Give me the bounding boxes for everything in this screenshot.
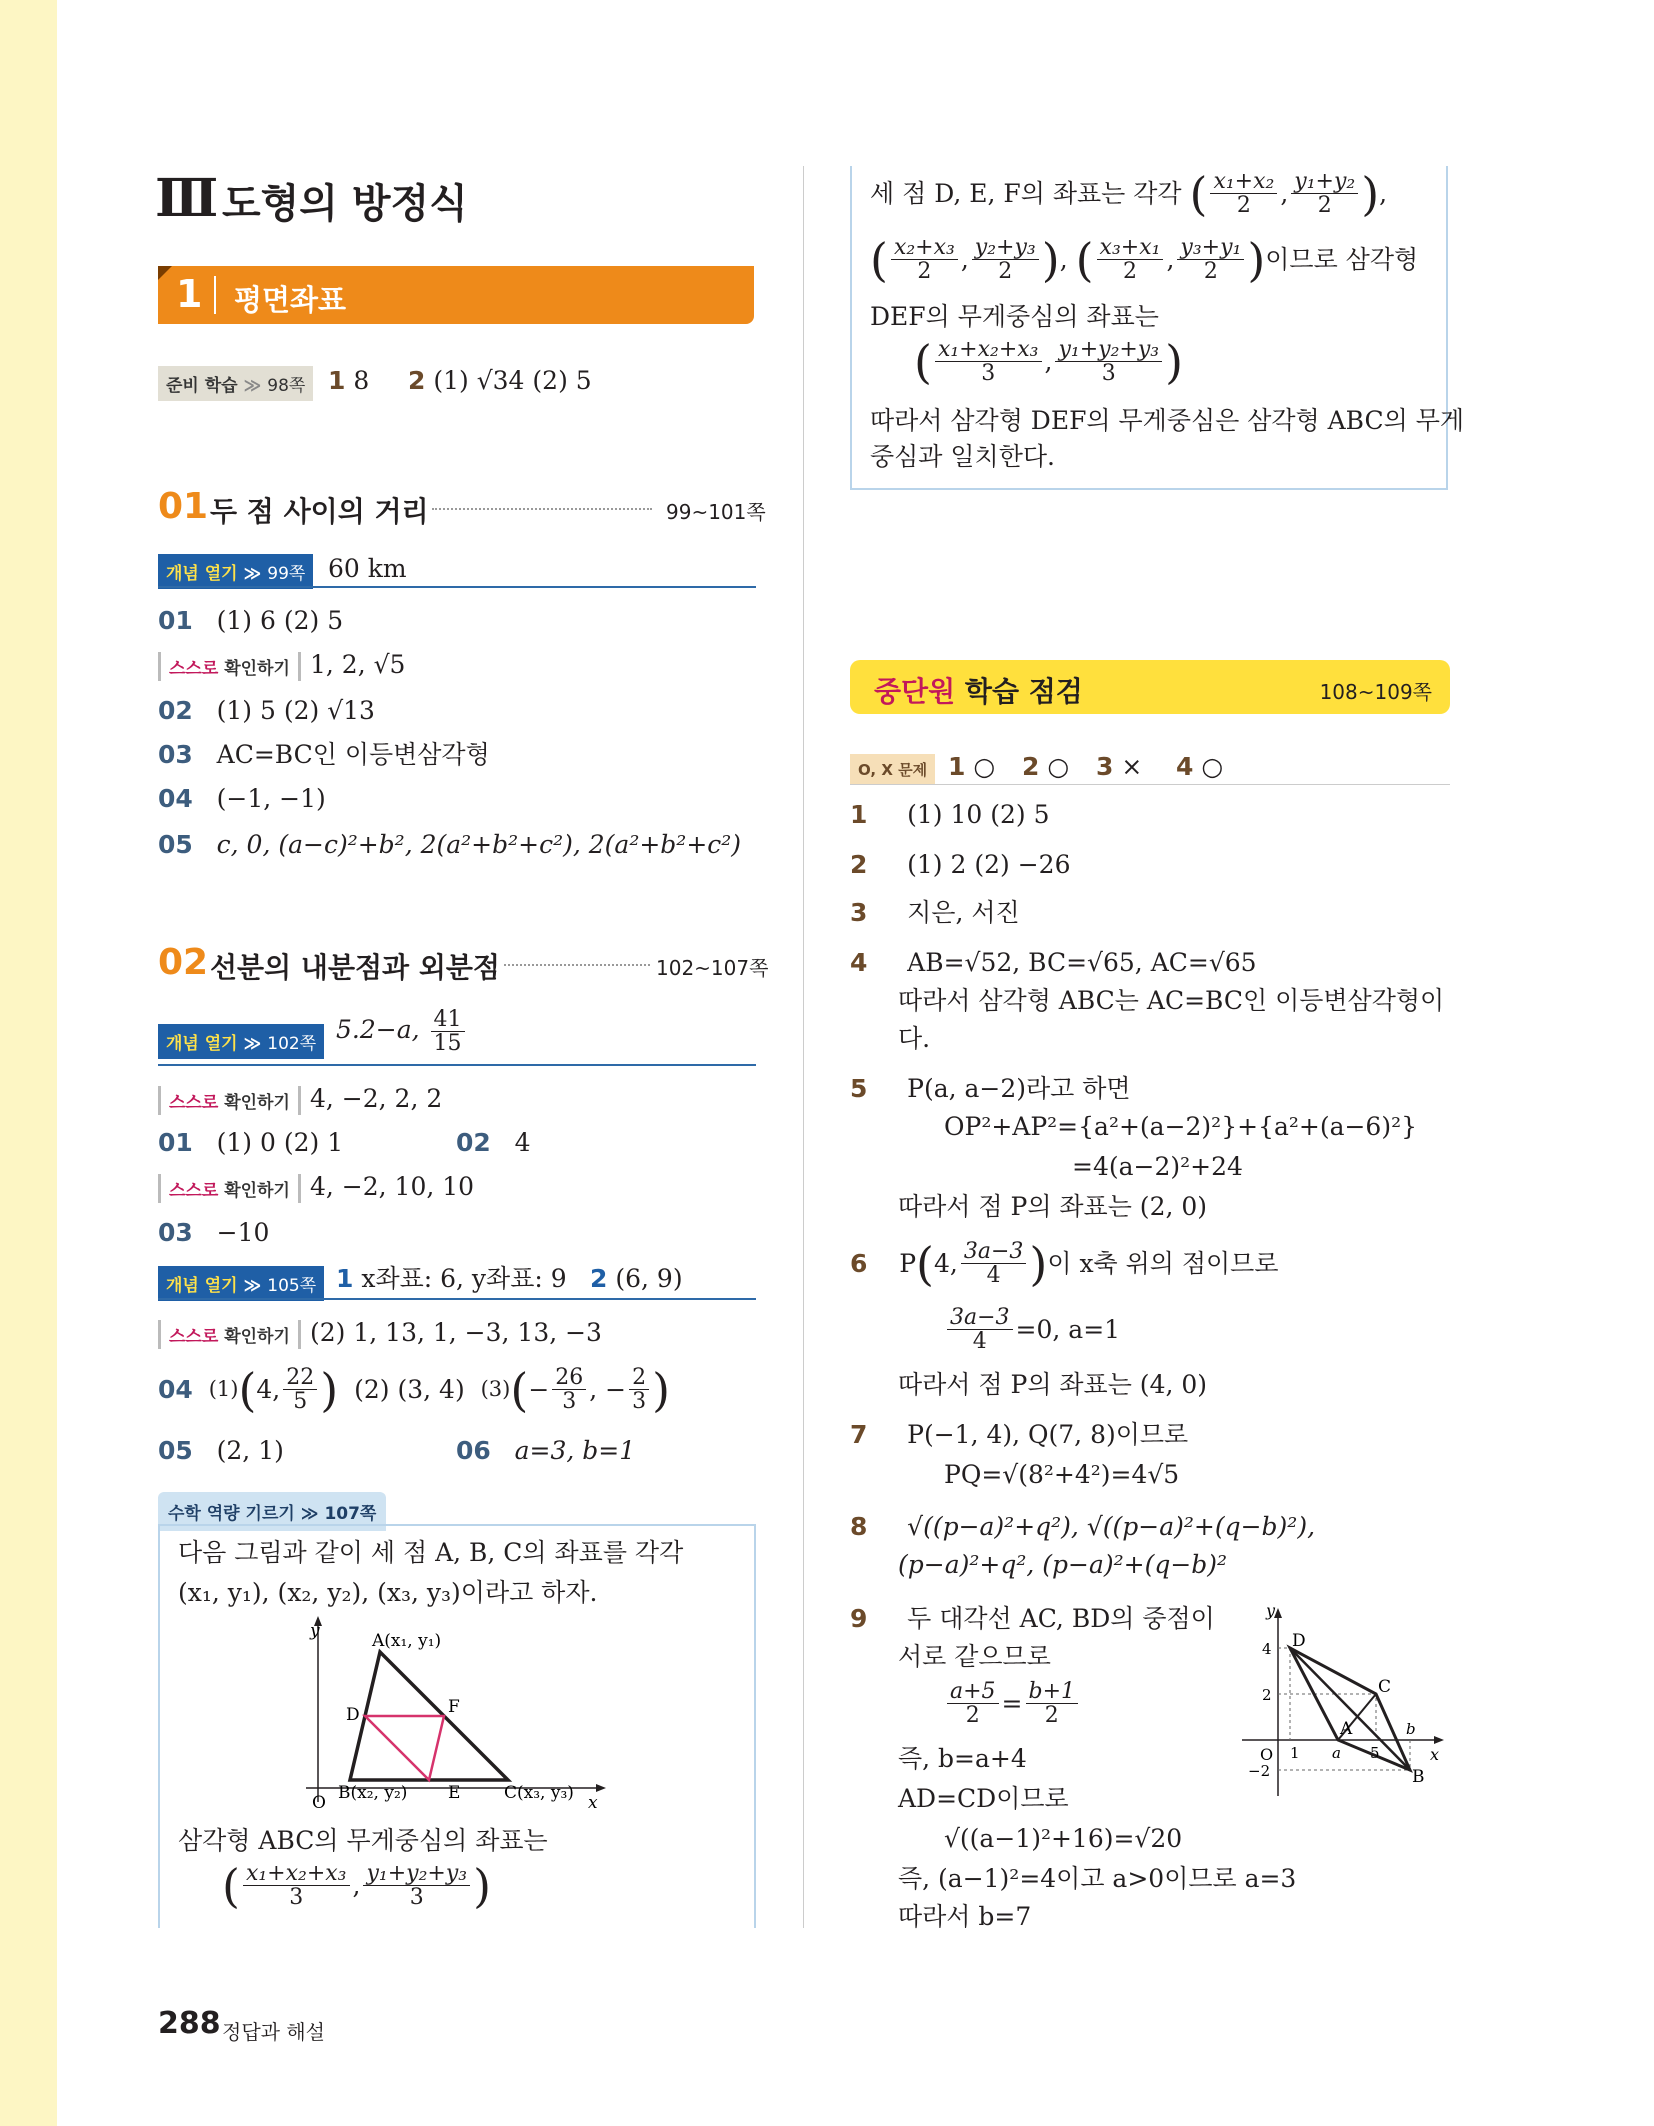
review-title-a: 중단원 xyxy=(874,675,956,708)
quadrilateral-figure xyxy=(1238,1600,1448,1800)
self-check-1-answer: 1, 2, √5 xyxy=(310,650,406,679)
r-5c: =4(a−2)²+24 xyxy=(1072,1152,1243,1181)
triangle-def xyxy=(365,1716,444,1780)
fig-label-x: x xyxy=(588,1793,598,1812)
self-check-4-answer: (2) 1, 13, 1, −3, 13, −3 xyxy=(310,1318,602,1347)
r-7b: PQ=√(8²+4²)=4√5 xyxy=(944,1460,1180,1489)
r-6c: 따라서 점 P의 좌표는 (4, 0) xyxy=(898,1370,1208,1399)
review-pages: 108~109쪽 xyxy=(1319,680,1432,704)
q-y-arrow xyxy=(1274,1608,1282,1618)
self-check-4: 스스로 확인하기 xyxy=(158,1320,301,1349)
page-number: 288 xyxy=(158,2006,221,2041)
open2-rule xyxy=(158,1064,756,1066)
s02-title: 선분의 내분점과 외분점 xyxy=(210,951,500,984)
cont-line-4: 따라서 삼각형 DEF의 무게중심은 삼각형 ABC의 무게 xyxy=(870,406,1465,435)
l2-03: 03 −10 xyxy=(158,1218,270,1247)
r-3: 3 지은, 서진 xyxy=(850,898,1020,927)
r-4: 4 AB=√52, BC=√65, AC=√65 xyxy=(850,948,1257,977)
open2-badge: 개념 열기 ≫ 102쪽 xyxy=(158,1024,324,1059)
math-text-3: 삼각형 ABC의 무게중심의 좌표는 xyxy=(178,1826,548,1855)
ox-item-4: 4 ○ xyxy=(1176,752,1224,781)
fig-label-c: C(x₃, y₃) xyxy=(504,1783,574,1803)
l1-03: 03 AC=BC인 이등변삼각형 xyxy=(158,740,490,769)
self-check-2-answer: 4, −2, 2, 2 xyxy=(310,1084,443,1113)
q-tick-2: 2 xyxy=(1262,1686,1272,1704)
r-9c: 즉, b=a+4 xyxy=(898,1744,1027,1773)
l3-04: 04 (1) ( 4, $\frac{22}{5}$ ) (2) (3, 4) (3) ( − $\frac{26}{3}$ , − $\frac{2}{3}$ ) xyxy=(158,1362,671,1417)
r-9-frac: $\frac{a+5}{2}$ = $\frac{b+1}{2}$ xyxy=(944,1680,1081,1727)
r-8: 8 √((p−a)²+q²), √((p−a)²+(q−b)²), xyxy=(850,1512,1316,1541)
q-label-a: A xyxy=(1340,1719,1353,1739)
q-label-o: O xyxy=(1260,1745,1274,1764)
q-tick-1: 1 xyxy=(1290,1744,1300,1762)
l1-05: 05 c, 0, (a−c)²+b², 2(a²+b²+c²), 2(a²+b²+c²) xyxy=(158,830,742,859)
s01-number: 01 xyxy=(158,486,209,527)
prep-badge: 준비 학습 ≫ 98쪽 xyxy=(158,366,313,401)
section-number: 1 xyxy=(176,272,203,316)
ox-item-1: 1 ○ xyxy=(948,752,996,781)
s02-number: 02 xyxy=(158,942,209,983)
q-tick-m2: −2 xyxy=(1248,1762,1271,1780)
cont-centroid: ( $\frac{\text{x₁+x₂+x₃}}{3}$ , $\frac{\text{y₁+y₂+y₃}}{3}$ ) xyxy=(914,334,1184,389)
diagonal-bd xyxy=(1290,1648,1410,1770)
r-5d: 따라서 점 P의 좌표는 (2, 0) xyxy=(898,1192,1208,1221)
q-tick-a: a xyxy=(1332,1744,1341,1762)
math-badge: 수학 역량 기르기 ≫ 107쪽 xyxy=(158,1492,386,1531)
section-title: 평면좌표 xyxy=(234,283,347,317)
l3-06: 06 a=3, b=1 xyxy=(456,1436,636,1465)
s01-pages: 99~101쪽 xyxy=(666,500,766,524)
cont-line-2: ( $\frac{\text{x₂+x₃}}{2}$ , $\frac{\text{y₂+y₃}}{2}$ ) , ( $\frac{\text{x₃+x₁}}{2}$ , $\frac{\text{y₃+y₁}}{2}$ ) 이므로 삼각형 xyxy=(870,232,1419,287)
open3-badge: 개념 열기 ≫ 105쪽 xyxy=(158,1266,324,1301)
r-9: 9 두 대각선 AC, BD의 중점이 xyxy=(850,1604,1215,1633)
q-tick-4: 4 xyxy=(1262,1640,1272,1658)
r-9d: AD=CD이므로 xyxy=(898,1784,1069,1813)
cont-line-1: 세 점 D, E, F의 좌표는 각각 ( $\frac{\text{x₁+x₂}}{2}$ , $\frac{\text{y₁+y₂}}{2}$ ) , xyxy=(870,166,1388,221)
l1-02: 02 (1) 5 (2) √13 xyxy=(158,696,375,725)
l1-01: 01 (1) 6 (2) 5 xyxy=(158,606,344,635)
q-label-c: C xyxy=(1378,1677,1392,1697)
chapter-roman-numeral: Ⅲ xyxy=(155,168,219,229)
r-5: 5 P(a, a−2)라고 하면 xyxy=(850,1074,1131,1103)
q-label-b: B xyxy=(1412,1767,1425,1787)
side-color-strip xyxy=(0,0,57,2126)
s01-leader xyxy=(432,508,652,510)
fig-label-b: B(x₂, y₂) xyxy=(338,1783,408,1803)
r-6b: $\frac{3a-3}{4}$ =0, a=1 xyxy=(944,1306,1120,1353)
math-text-2: (x₁, y₁), (x₂, y₂), (x₃, y₃)이라고 하자. xyxy=(178,1578,598,1607)
r-9g: 따라서 b=7 xyxy=(898,1902,1032,1931)
l2-01: 01 (1) 0 (2) 1 xyxy=(158,1128,344,1157)
r-9b: 서로 같으므로 xyxy=(898,1642,1051,1671)
q-tick-b: b xyxy=(1406,1720,1416,1738)
open3-answer-2: 2 (6, 9) xyxy=(590,1264,683,1293)
x-axis-arrow xyxy=(596,1784,606,1792)
r-8b: (p−a)²+q², (p−a)²+(q−b)² xyxy=(898,1550,1228,1579)
l2-02: 02 4 xyxy=(456,1128,531,1157)
self-check-1: 스스로 확인하기 xyxy=(158,652,301,681)
math-text-1: 다음 그림과 같이 세 점 A, B, C의 좌표를 각각 xyxy=(178,1538,684,1567)
s02-pages: 102~107쪽 xyxy=(656,956,769,980)
s01-title: 두 점 사이의 거리 xyxy=(210,495,429,528)
self-check-2: 스스로 확인하기 xyxy=(158,1086,301,1115)
review-title-b: 학습 점검 xyxy=(964,675,1083,708)
math-centroid: ( $\frac{\text{x₁+x₂+x₃}}{3}$ , $\frac{\text{y₁+y₂+y₃}}{3}$ ) xyxy=(222,1858,492,1913)
r-4b: 따라서 삼각형 ABC는 AC=BC인 이등변삼각형이 xyxy=(898,986,1445,1015)
q-tick-5: 5 xyxy=(1370,1744,1380,1762)
q-label-y: y xyxy=(1266,1601,1276,1620)
section-banner xyxy=(158,266,754,324)
r-9f: 즉, (a−1)²=4이고 a>0이므로 a=3 xyxy=(898,1864,1297,1893)
column-divider xyxy=(803,166,804,1928)
r-5b: OP²+AP²={a²+(a−2)²}+{a²+(a−6)²} xyxy=(944,1112,1418,1141)
q-label-x: x xyxy=(1430,1745,1440,1764)
review-banner xyxy=(850,660,1450,714)
ox-item-3: 3 × xyxy=(1096,752,1143,781)
chapter-title: 도형의 방정식 xyxy=(222,181,468,227)
prep-answer-2: 2 (1) √34 (2) 5 xyxy=(408,366,592,395)
q-x-arrow xyxy=(1434,1736,1444,1744)
r-4c: 다. xyxy=(898,1024,931,1053)
cont-line-3: DEF의 무게중심의 좌표는 xyxy=(870,302,1159,331)
open3-rule xyxy=(158,1298,756,1300)
footer-label: 정답과 해설 xyxy=(222,2020,325,2044)
open1-rule xyxy=(158,586,756,588)
q-label-d: D xyxy=(1292,1631,1306,1651)
r-2: 2 (1) 2 (2) −26 xyxy=(850,850,1071,879)
self-check-3-answer: 4, −2, 10, 10 xyxy=(310,1172,475,1201)
r-9e: √((a−1)²+16)=√20 xyxy=(944,1824,1183,1853)
s02-leader xyxy=(504,964,650,966)
open1-text: 60 km xyxy=(328,554,407,583)
fig-label-o: O xyxy=(312,1793,326,1812)
open2-text: 5.2−a, $\frac{41}{15}$ xyxy=(336,1008,468,1055)
r-6: 6 P ( 4, $\frac{3a-3}{4}$ ) 이 x축 위의 점이므로 xyxy=(850,1236,1279,1291)
prep-answer-1: 1 8 xyxy=(328,366,370,395)
fig-label-a: A(x₁, y₁) xyxy=(372,1631,442,1651)
self-check-3: 스스로 확인하기 xyxy=(158,1174,301,1203)
fig-label-e: E xyxy=(448,1783,461,1803)
r-1: 1 (1) 10 (2) 5 xyxy=(850,800,1050,829)
open3-answer-1: 1 x좌표: 6, y좌표: 9 xyxy=(336,1264,567,1293)
open1-badge: 개념 열기 ≫ 99쪽 xyxy=(158,554,313,589)
triangle-figure xyxy=(300,1612,620,1812)
fig-label-f: F xyxy=(448,1697,460,1717)
fig-label-d: D xyxy=(346,1705,360,1725)
ox-item-2: 2 ○ xyxy=(1022,752,1070,781)
r-7: 7 P(−1, 4), Q(7, 8)이므로 xyxy=(850,1420,1189,1449)
l1-04: 04 (−1, −1) xyxy=(158,784,326,813)
ox-rule xyxy=(850,784,1450,785)
cont-line-5: 중심과 일치한다. xyxy=(870,442,1055,471)
l3-05: 05 (2, 1) xyxy=(158,1436,284,1465)
fig-label-y: y xyxy=(310,1621,320,1641)
ox-badge: O, X 문제 xyxy=(850,754,935,785)
